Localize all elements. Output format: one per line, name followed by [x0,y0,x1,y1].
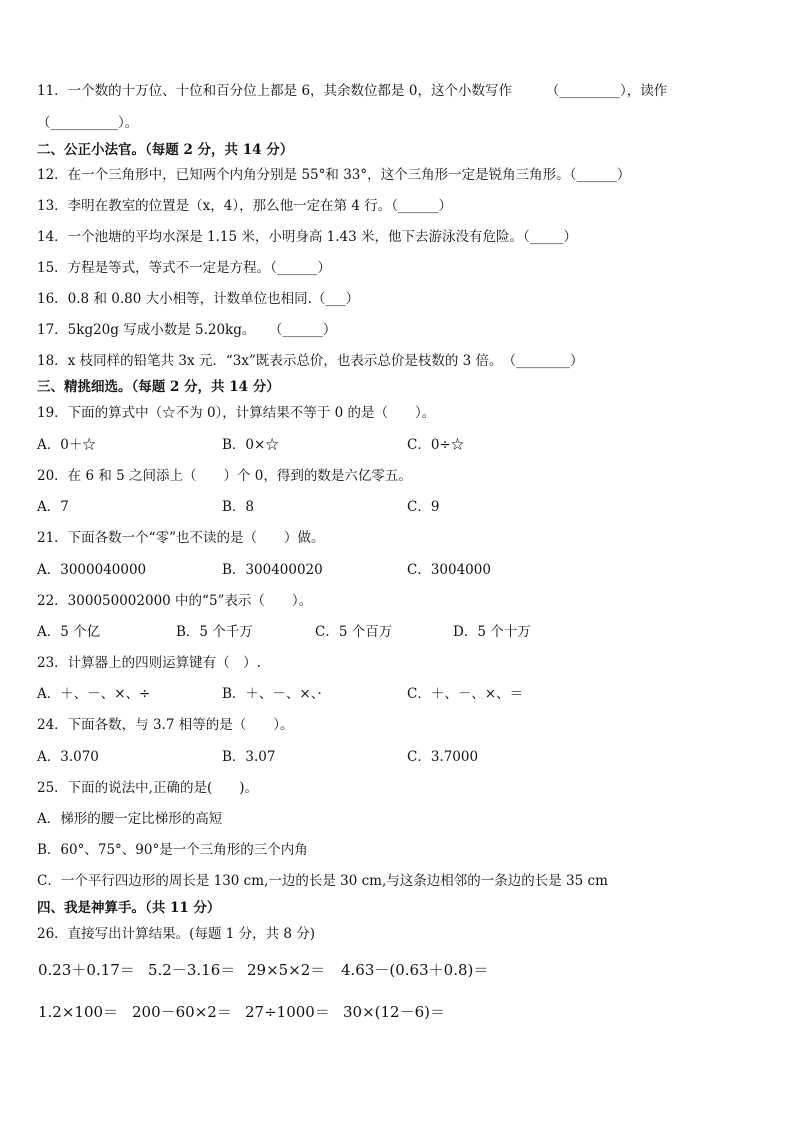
question-24-option-c: C．3.7000 [407,749,479,765]
section-4-heading: 四、我是神算手。（共 11 分） [37,900,221,916]
question-20-stem: 20．在 6 和 5 之间添上（ ）个 0，得到的数是六亿零五。 [37,468,412,484]
question-17: 17．5kg20g 写成小数是 5.20kg。 （______） [37,322,337,338]
question-21-option-c: C．3004000 [407,562,491,578]
calc-item: 5.2－3.16＝ [148,961,236,979]
question-23-option-b: B．＋、－、×、· [222,686,322,702]
question-26-stem: 26．直接写出计算结果。(每题 1 分，共 8 分) [37,926,316,942]
question-13: 13．李明在教室的位置是（x，4），那么他一定在第 4 行。（______） [37,198,453,214]
question-21-option-b: B．300400020 [222,562,323,578]
question-12: 12．在一个三角形中，已知两个内角分别是 55°和 33°，这个三角形一定是锐角三角形。（______） [37,167,631,183]
question-23-option-a: A．＋、－、×、÷ [37,686,151,702]
calc-item: 27÷1000＝ [245,1003,330,1021]
question-25-option-b: B．60°、75°、90°是一个三角形的三个内角 [37,842,308,858]
question-24-option-a: A．3.070 [37,749,99,765]
question-20-option-a: A．7 [37,499,69,515]
calc-item: 1.2×100＝ [38,1003,119,1021]
question-22-option-c: C．5 个百万 [315,624,393,640]
question-23-stem: 23．计算器上的四则运算键有（ ）. [37,655,261,671]
question-24-stem: 24．下面各数，与 3.7 相等的是（ ）。 [37,717,294,733]
question-23-option-c: C．＋、－、×、＝ [407,686,524,702]
calc-item: 0.23＋0.17＝ [38,961,135,979]
question-25-option-c: C．一个平行四边形的周长是 130 cm,一边的长是 30 cm,与这条边相邻的一条边的长是 35 cm [37,873,608,889]
question-24-option-b: B．3.07 [222,749,276,765]
question-16: 16．0.8 和 0.80 大小相等，计数单位也相同.（___） [37,291,360,307]
question-19-option-c: C．0÷☆ [407,437,465,453]
question-20-option-b: B．8 [222,499,255,515]
question-15: 15．方程是等式，等式不一定是方程。（______） [37,260,331,276]
section-2-heading: 二、公正小法官。（每题 2 分，共 14 分） [37,142,294,158]
question-22-option-a: A．5 个亿 [37,624,101,640]
question-22-stem: 22．300050002000 中的“5”表示（ ）。 [37,593,313,609]
question-11-line1: 11．一个数的十万位、十位和百分位上都是 6，其余数位都是 0，这个小数写作 （_________），读作 [37,83,668,99]
question-19-option-a: A．0＋☆ [37,437,96,453]
question-19-stem: 19．下面的算式中（☆不为 0），计算结果不等于 0 的是（ ）。 [37,405,436,421]
question-19-option-b: B．0×☆ [222,437,279,453]
question-20-option-c: C．9 [407,499,440,515]
calc-item: 200－60×2＝ [132,1003,232,1021]
question-11-line2: （__________）。 [37,115,139,131]
question-22-option-b: B．5 个千万 [176,624,253,640]
question-22-option-d: D．5 个十万 [453,624,531,640]
question-18: 18．x 枝同样的铅笔共 3x 元．“3x”既表示总价，也表示总价是枝数的 3 倍。 （________） [37,353,584,369]
calc-item: 29×5×2＝ [247,961,326,979]
calc-item: 30×(12－6)＝ [343,1003,445,1021]
section-3-heading: 三、精挑细选。（每题 2 分，共 14 分） [37,379,280,395]
question-25-option-a: A．梯形的腰一定比梯形的高短 [37,811,223,827]
calc-item: 4.63－(0.63＋0.8)＝ [341,961,489,979]
question-14: 14．一个池塘的平均水深是 1.15 米，小明身高 1.43 米，他下去游泳没有危险。（_____） [37,229,577,245]
question-25-stem: 25．下面的说法中,正确的是( )。 [37,780,259,796]
question-21-option-a: A．3000040000 [37,562,147,578]
question-21-stem: 21．下面各数一个“零”也不读的是（ ）做。 [37,530,325,546]
